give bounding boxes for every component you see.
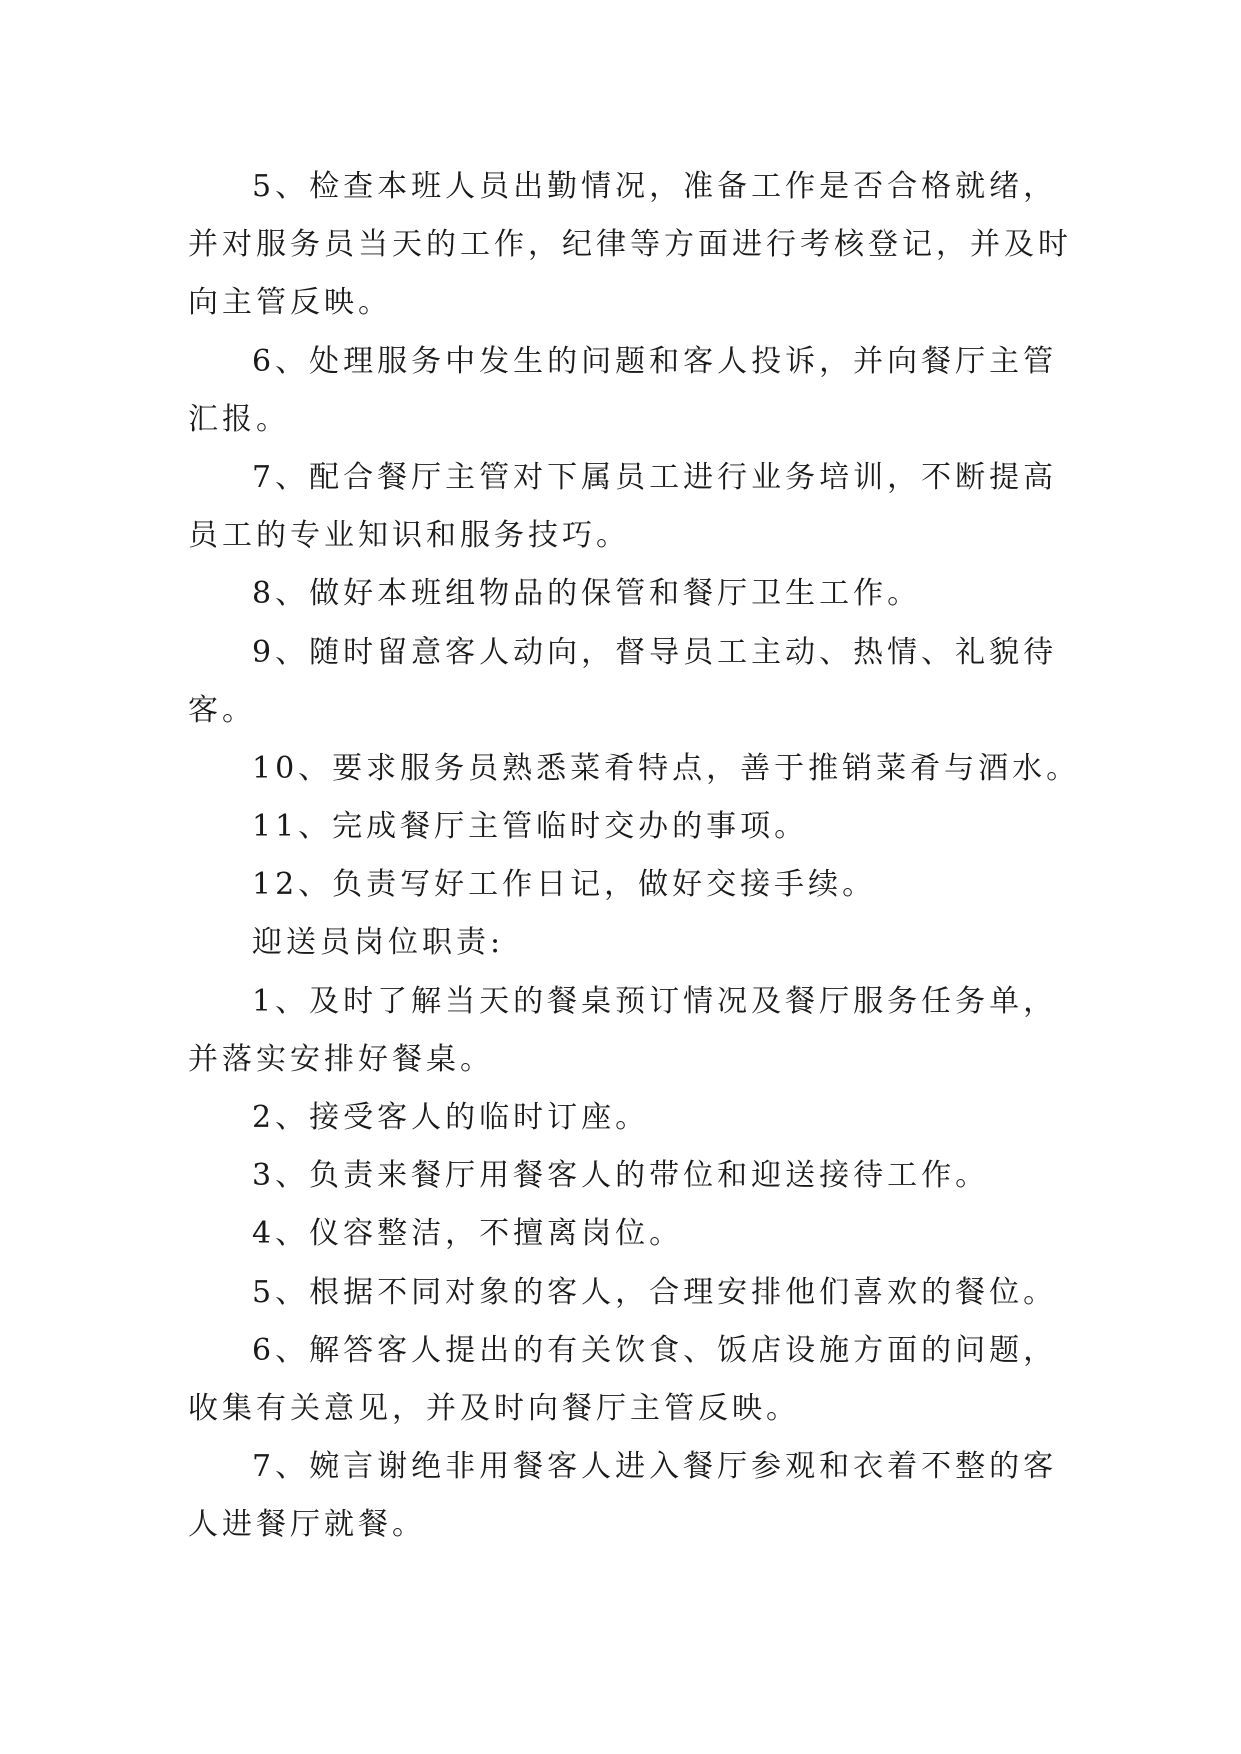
document-body bbox=[188, 158, 1081, 1555]
text-line: 3、负责来餐厅用餐客人的带位和迎送接待工作。 bbox=[252, 1158, 990, 1194]
text-line: 向主管反映。 bbox=[188, 285, 392, 321]
text-line: 并落实安排好餐桌。 bbox=[188, 1041, 494, 1077]
text-line: 人进餐厅就餐。 bbox=[188, 1507, 426, 1543]
text-line: 12、负责写好工作日记，做好交接手续。 bbox=[252, 867, 877, 903]
text-line: 6、解答客人提出的有关饮食、饭店设施方面的问题， bbox=[252, 1332, 1058, 1368]
text-line: 10、要求服务员熟悉菜肴特点，善于推销菜肴与酒水。 bbox=[252, 750, 1081, 786]
text-line: 8、做好本班组物品的保管和餐厅卫生工作。 bbox=[252, 576, 922, 612]
text-line: 并对服务员当天的工作，纪律等方面进行考核登记，并及时 bbox=[188, 227, 1072, 263]
text-line: 9、随时留意客人动向，督导员工主动、热情、礼貌待 bbox=[252, 634, 1058, 670]
text-line: 收集有关意见，并及时向餐厅主管反映。 bbox=[188, 1390, 800, 1426]
text-line: 汇报。 bbox=[188, 401, 290, 437]
text-line: 6、处理服务中发生的问题和客人投诉，并向餐厅主管 bbox=[252, 343, 1058, 379]
text-line: 1、及时了解当天的餐桌预订情况及餐厅服务任务单， bbox=[252, 983, 1058, 1019]
text-line: 5、检查本班人员出勤情况，准备工作是否合格就绪， bbox=[252, 169, 1058, 204]
text-line: 5、根据不同对象的客人，合理安排他们喜欢的餐位。 bbox=[252, 1274, 1058, 1310]
text-line: 7、婉言谢绝非用餐客人进入餐厅参观和衣着不整的客 bbox=[252, 1449, 1058, 1485]
text-line: 2、接受客人的临时订座。 bbox=[252, 1100, 650, 1135]
text-line: 4、仪容整洁，不擅离岗位。 bbox=[252, 1216, 684, 1252]
text-line: 11、完成餐厅主管临时交办的事项。 bbox=[252, 809, 809, 845]
text-line: 客。 bbox=[188, 692, 256, 728]
text-line: 员工的专业知识和服务技巧。 bbox=[188, 518, 630, 554]
section-heading: 迎送员岗位职责: bbox=[252, 925, 505, 961]
text-line: 7、配合餐厅主管对下属员工进行业务培训，不断提高 bbox=[252, 459, 1058, 495]
